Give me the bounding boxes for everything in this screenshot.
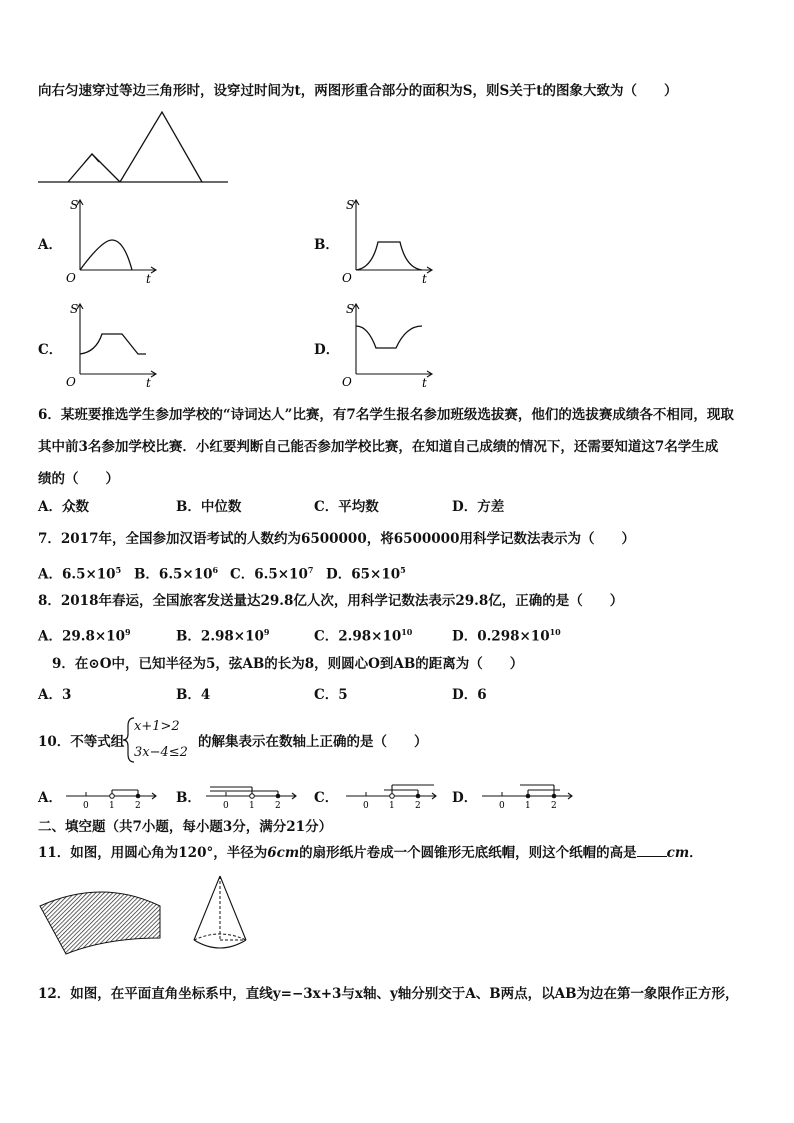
tick-1: 1 xyxy=(525,801,531,810)
tick-0: 0 xyxy=(83,801,89,810)
axis-t-label: t xyxy=(146,376,151,390)
q10-numberline-d[interactable] xyxy=(480,780,576,810)
q5-graph-c[interactable] xyxy=(62,300,160,390)
q7-option-b[interactable] xyxy=(134,561,218,584)
q6-option-a[interactable]: A．众数 xyxy=(38,499,89,515)
axis-o-label: O xyxy=(66,271,76,285)
q10-option-d-label[interactable]: D． xyxy=(452,790,478,806)
q5-option-d-label[interactable]: D． xyxy=(314,342,340,358)
q8-option-b[interactable] xyxy=(176,623,269,646)
q11-cone-figure xyxy=(190,872,254,966)
option-exponent: 10 xyxy=(549,627,561,637)
tick-1: 1 xyxy=(389,801,395,810)
q10-inequality-2: 3x−4≤2 xyxy=(134,745,188,760)
tick-0: 0 xyxy=(363,801,369,810)
q9-stem: 9．在⊙O中，已知半径为5，弦AB的长为8，则圆心O到AB的距离为（ ） xyxy=(52,656,524,672)
q10-suffix: 的解集表示在数轴上正确的是（ ） xyxy=(198,734,428,750)
option-label: A． xyxy=(38,566,62,583)
option-value: 29.8×10 xyxy=(61,628,125,645)
option-value: 2.98×10 xyxy=(200,628,264,645)
q11-stem xyxy=(38,844,703,862)
q6-line-3: 绩的（ ） xyxy=(38,471,119,487)
q6-option-d[interactable]: D．方差 xyxy=(452,499,505,515)
axis-s-label: S xyxy=(70,198,79,212)
option-label: C． xyxy=(230,566,255,583)
q7-option-d[interactable] xyxy=(326,561,406,584)
option-label: B． xyxy=(134,566,159,583)
q7-stem: 7．2017年，全国参加汉语考试的人数约为6500000，将6500000用科学记数法表示为（ ） xyxy=(38,531,635,547)
q11-text-a: 11．如图，用圆心角为120°，半径为 xyxy=(38,845,268,861)
axis-s-label: S xyxy=(70,302,79,316)
section-2-heading: 二、填空题（共7小题，每小题3分，满分21分） xyxy=(38,819,333,835)
q10-inequality-1: x+1>2 xyxy=(134,719,180,734)
axis-o-label: O xyxy=(342,375,352,389)
tick-2: 2 xyxy=(415,801,421,810)
axis-s-label: S xyxy=(346,198,355,212)
option-exponent: 6 xyxy=(212,565,219,575)
option-value: 6.5×10 xyxy=(254,566,308,583)
q5-figure xyxy=(36,108,232,188)
q7-option-a[interactable] xyxy=(38,561,121,584)
option-label: D． xyxy=(326,566,352,583)
q11-text-c: 的扇形纸片卷成一个圆锥形无底纸帽，则这个纸帽的高是 xyxy=(299,845,637,861)
q9-option-a[interactable]: A．3 xyxy=(38,687,72,703)
option-exponent: 5 xyxy=(400,565,406,575)
option-value: 2.98×10 xyxy=(338,628,402,645)
q5-option-b-label[interactable]: B． xyxy=(314,237,339,253)
q8-option-c[interactable] xyxy=(314,623,412,646)
axis-t-label: t xyxy=(422,272,427,286)
q10-option-c-label[interactable]: C． xyxy=(314,790,339,806)
option-value: 65×10 xyxy=(351,566,401,583)
tick-2: 2 xyxy=(275,801,281,810)
q12-stem: 12．如图，在平面直角坐标系中，直线y=−3x+3与x轴、y轴分别交于A、B两点，以AB为边在第一象限作正方形， xyxy=(38,986,739,1002)
q5-graph-d[interactable] xyxy=(338,300,436,390)
option-exponent: 9 xyxy=(263,627,270,637)
option-value: 6.5×10 xyxy=(158,566,213,583)
q10-numberline-b[interactable] xyxy=(204,780,300,810)
q5-graph-a[interactable] xyxy=(62,196,160,286)
option-value: 6.5×10 xyxy=(61,566,116,583)
option-label: C． xyxy=(314,628,339,645)
tick-2: 2 xyxy=(135,801,141,810)
q10-prefix: 10．不等式组 xyxy=(38,734,125,750)
q5-option-c-label[interactable]: C． xyxy=(38,342,63,358)
option-exponent: 10 xyxy=(401,627,413,637)
axis-o-label: O xyxy=(342,271,352,285)
option-exponent: 7 xyxy=(307,565,314,575)
q11-sector-figure xyxy=(36,880,166,960)
q6-option-b[interactable]: B．中位数 xyxy=(176,499,242,515)
option-value: 0.298×10 xyxy=(477,628,550,645)
q8-option-a[interactable] xyxy=(38,623,131,646)
q9-option-b[interactable]: B．4 xyxy=(176,687,211,703)
q11-period: ． xyxy=(689,845,703,861)
tick-0: 0 xyxy=(499,801,505,810)
q6-line-2: 其中前3名参加学校比赛．小红要判断自己能否参加学校比赛，在知道自己成绩的情况下，还需要知道这7名学生成 xyxy=(38,439,719,455)
q10-option-b-label[interactable]: B． xyxy=(176,790,201,806)
axis-t-label: t xyxy=(422,376,427,390)
tick-0: 0 xyxy=(223,801,229,810)
option-exponent: 5 xyxy=(115,565,122,575)
axis-s-label: S xyxy=(346,302,355,316)
q9-option-c[interactable]: C．5 xyxy=(314,687,348,703)
option-exponent: 9 xyxy=(124,627,131,637)
tick-2: 2 xyxy=(551,801,557,810)
q10-numberline-c[interactable] xyxy=(344,780,440,810)
q11-unit: cm xyxy=(666,845,690,861)
q8-stem: 8．2018年春运，全国旅客发送量达29.8亿人次，用科学记数法表示29.8亿，正确的是（ ） xyxy=(38,593,624,609)
q5-graph-b[interactable] xyxy=(338,196,436,286)
option-label: B． xyxy=(176,628,201,645)
tick-1: 1 xyxy=(109,801,115,810)
q8-option-d[interactable] xyxy=(452,623,561,646)
q9-option-d[interactable]: D．6 xyxy=(452,687,487,703)
q11-radius: 6cm xyxy=(267,845,300,861)
q6-line-1: 6．某班要推选学生参加学校的“诗词达人”比赛，有7名学生报名参加班级选拔赛，他们的选拔赛成绩各不相同，现取 xyxy=(38,407,734,423)
axis-o-label: O xyxy=(66,375,76,389)
option-label: D． xyxy=(452,628,478,645)
option-label: A． xyxy=(38,628,62,645)
axis-t-label: t xyxy=(146,272,151,286)
q5-stem-tail: 向右匀速穿过等边三角形时，设穿过时间为t，两图形重合部分的面积为S，则S关于t的图象大致为（ ） xyxy=(38,83,678,99)
q5-option-a-label[interactable]: A． xyxy=(38,237,62,253)
q7-option-c[interactable] xyxy=(230,561,313,584)
q10-option-a-label[interactable]: A． xyxy=(38,790,62,806)
q10-numberline-a[interactable] xyxy=(64,780,160,810)
tick-1: 1 xyxy=(249,801,255,810)
q11-answer-blank[interactable] xyxy=(637,844,667,857)
q6-option-c[interactable]: C．平均数 xyxy=(314,499,379,515)
